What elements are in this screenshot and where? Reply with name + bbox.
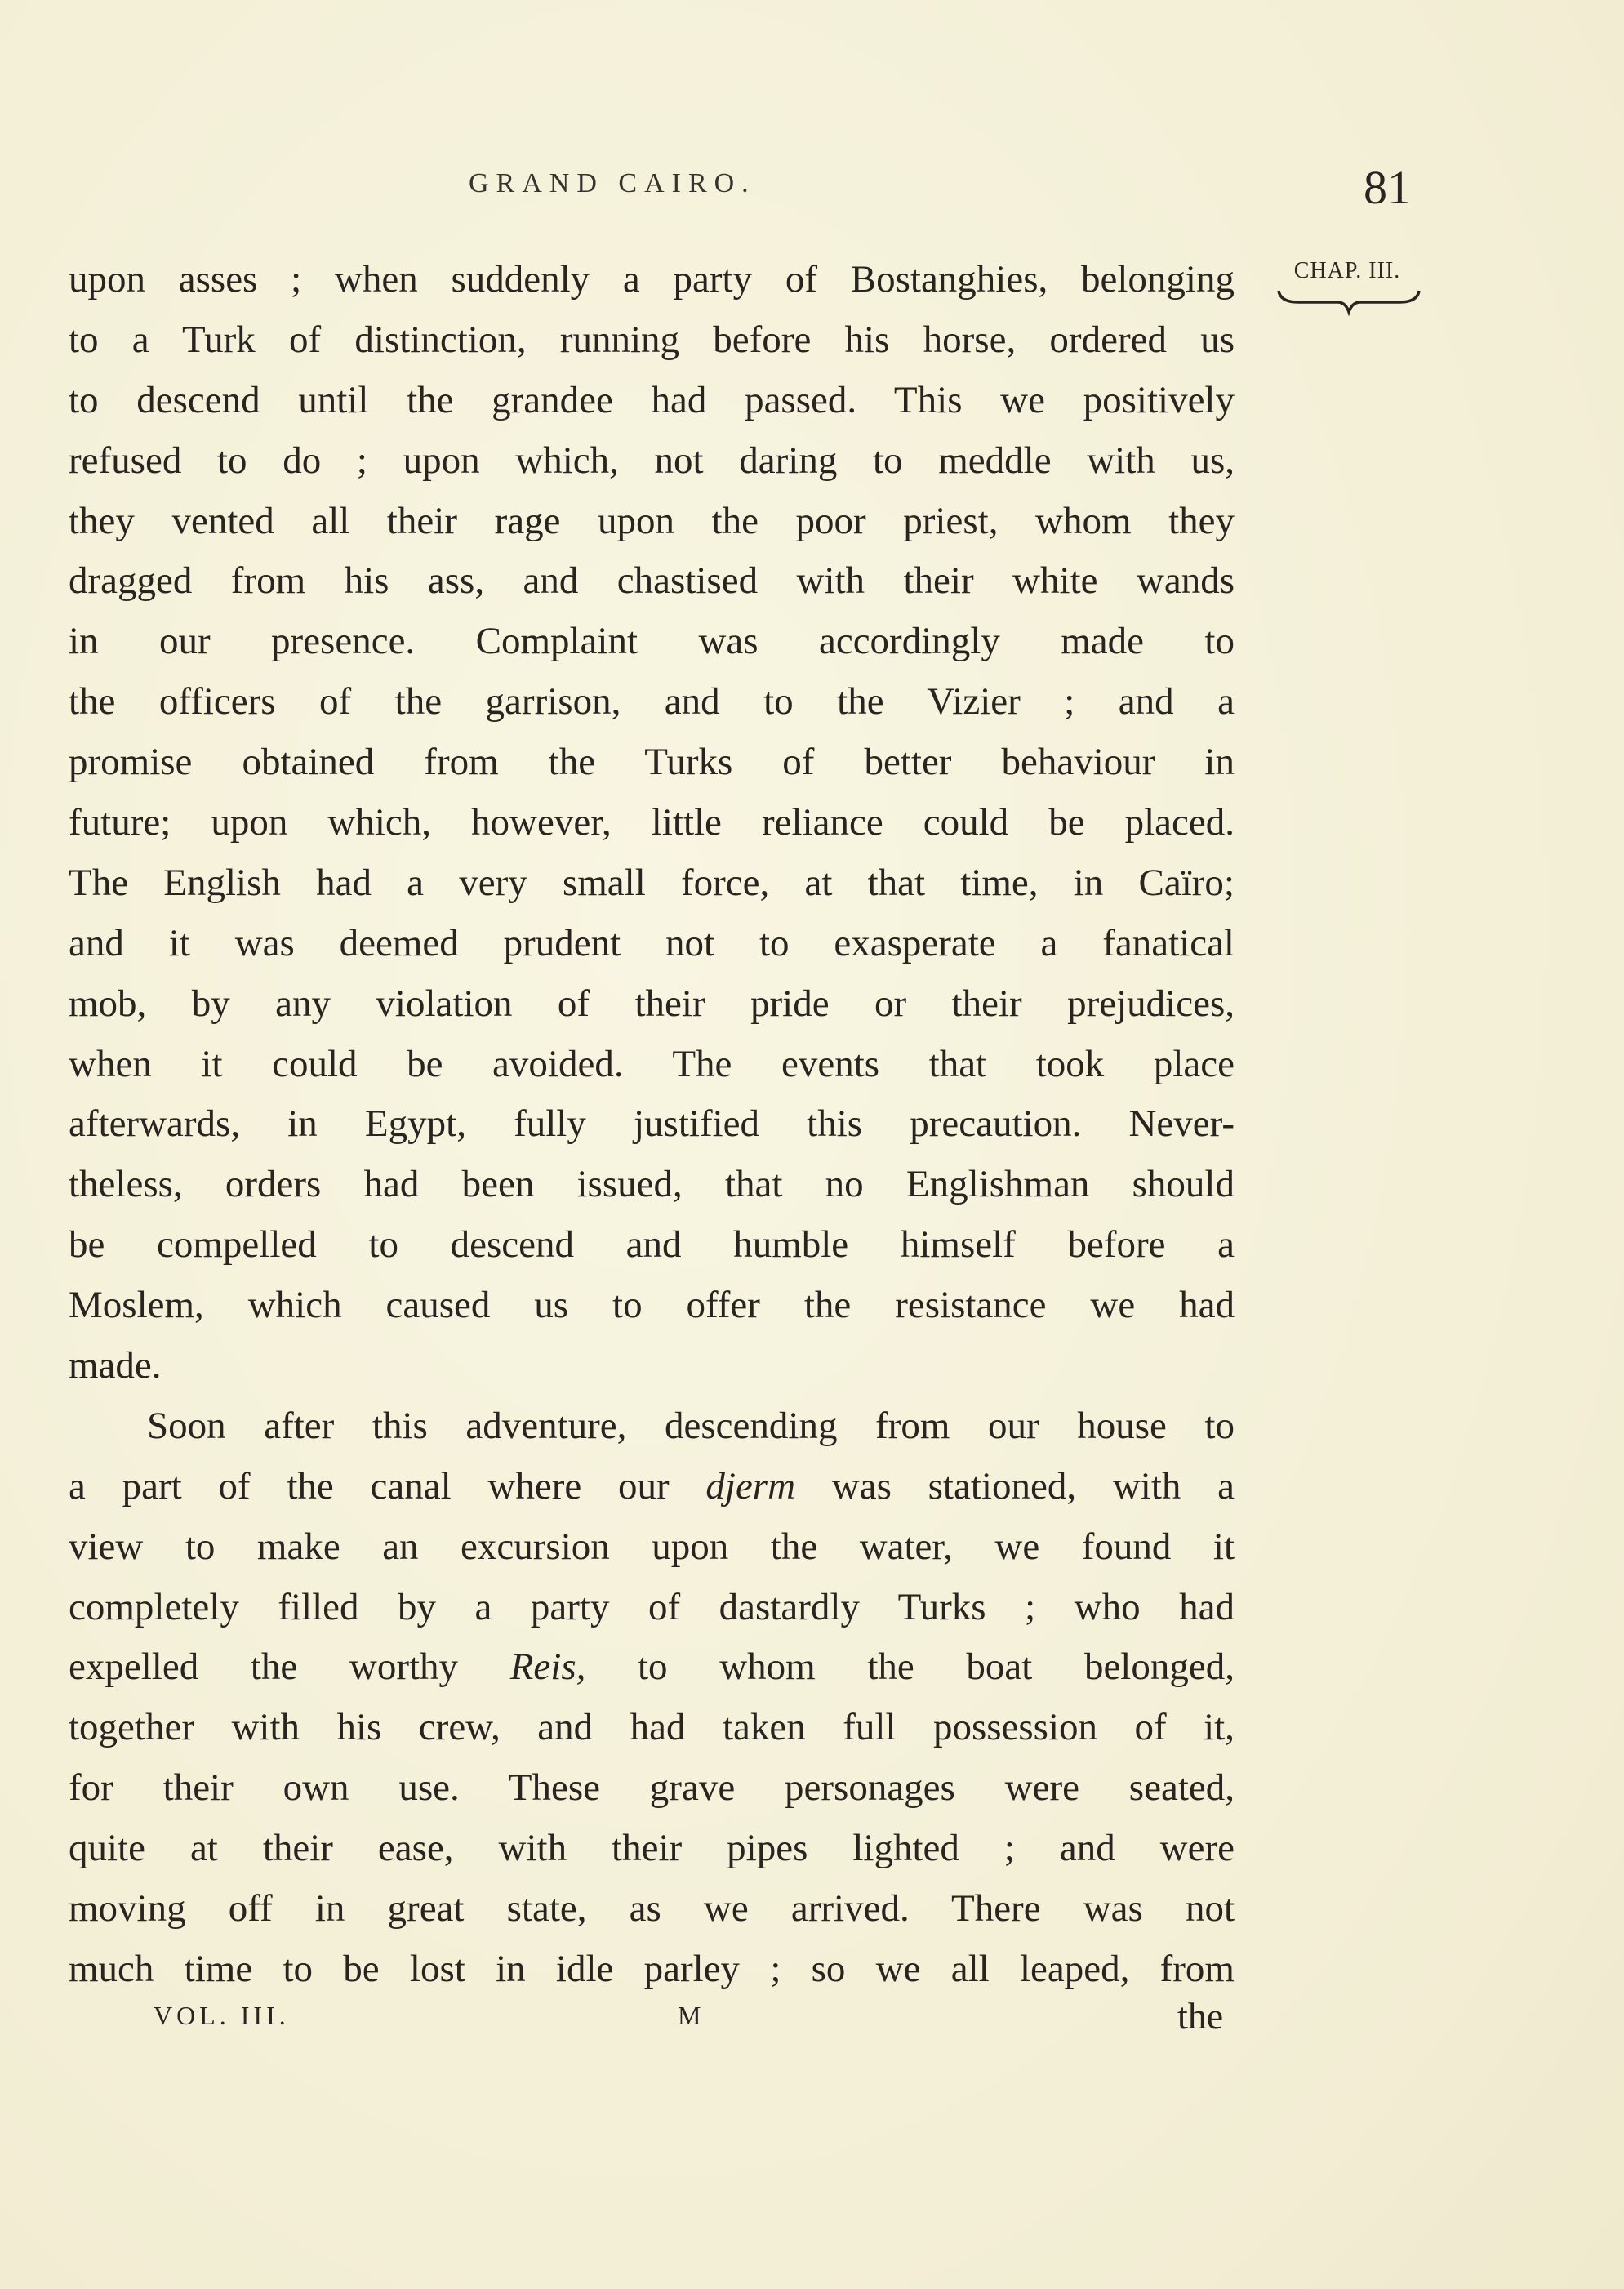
text-line: made. <box>69 1344 162 1387</box>
text-line: when it could be avoided. The events that took place <box>69 1042 1235 1085</box>
text-line: dragged from his ass, and chastised with their white wands <box>69 559 1235 603</box>
margin-chapter-note <box>1274 258 1421 317</box>
text-segment: expelled the worthy <box>69 1645 510 1689</box>
text-line: upon asses ; when suddenly a party of Bostanghies, belonging <box>69 258 1235 301</box>
text-line: be compelled to descend and humble himself before a <box>69 1223 1235 1267</box>
catchword: the <box>1177 1995 1224 2037</box>
italic-word-reis: Reis, <box>509 1645 586 1689</box>
text-line: future; upon which, however, little reliance could be placed. <box>69 801 1235 844</box>
text-segment: to whom the boat belonged, <box>585 1645 1235 1689</box>
text-line: much time to be lost in idle parley ; so we all leaped, from <box>69 1947 1235 1990</box>
page-number: 81 <box>1364 161 1411 214</box>
text-line: in our presence. Complaint was accordingly made to <box>69 620 1235 663</box>
text-line: theless, orders had been issued, that no Englishman should <box>69 1163 1235 1206</box>
text-line: moving off in great state, as we arrived. There was not <box>69 1887 1235 1931</box>
text-line: refused to do ; upon which, not daring to meddle with us, <box>69 439 1235 482</box>
text-line: they vented all their rage upon the poor priest, whom they <box>69 499 1235 542</box>
text-line: mob, by any violation of their pride or their prejudices, <box>69 982 1235 1025</box>
text-line: to descend until the grandee had passed. This we positively <box>69 378 1235 421</box>
body-text <box>69 250 1235 2000</box>
text-line: Soon after this adventure, descending from our house to <box>147 1404 1235 1447</box>
text-line: and it was deemed prudent not to exasperate a fanatical <box>69 921 1235 964</box>
text-line: promise obtained from the Turks of better behaviour in <box>69 741 1235 784</box>
text-line: view to make an excursion upon the water, we found it <box>69 1525 1235 1568</box>
text-line: to a Turk of distinction, running before his horse, ordered us <box>69 318 1235 361</box>
text-line: Moslem, which caused us to offer the resistance we had <box>69 1284 1235 1327</box>
text-line <box>69 1637 1235 1698</box>
italic-word-djerm: djerm <box>705 1464 796 1507</box>
text-line: quite at their ease, with their pipes lighted ; and were <box>69 1827 1235 1870</box>
brace-ornament <box>1274 287 1421 317</box>
signature-mark: M <box>678 2001 701 2030</box>
text-segment: a part of the canal where our <box>69 1464 706 1507</box>
chapter-label: CHAP. III. <box>1293 258 1401 283</box>
volume-label: VOL. III. <box>154 2001 290 2030</box>
text-line: together with his crew, and had taken full possession of it, <box>69 1706 1235 1749</box>
text-segment: was stationed, with a <box>795 1464 1235 1507</box>
page-footer <box>0 1995 1624 2050</box>
running-title: GRAND CAIRO. <box>469 168 756 198</box>
text-line: the officers of the garrison, and to the Vizier ; and a <box>69 680 1235 724</box>
text-line: for their own use. These grave personages were seated, <box>69 1766 1235 1810</box>
text-line: afterwards, in Egypt, fully justified this precaution. Never- <box>69 1102 1235 1146</box>
text-line <box>69 1457 1235 1517</box>
text-line: completely filled by a party of dastardly Turks ; who had <box>69 1585 1235 1628</box>
text-line: The English had a very small force, at that time, in Caïro; <box>69 861 1235 904</box>
